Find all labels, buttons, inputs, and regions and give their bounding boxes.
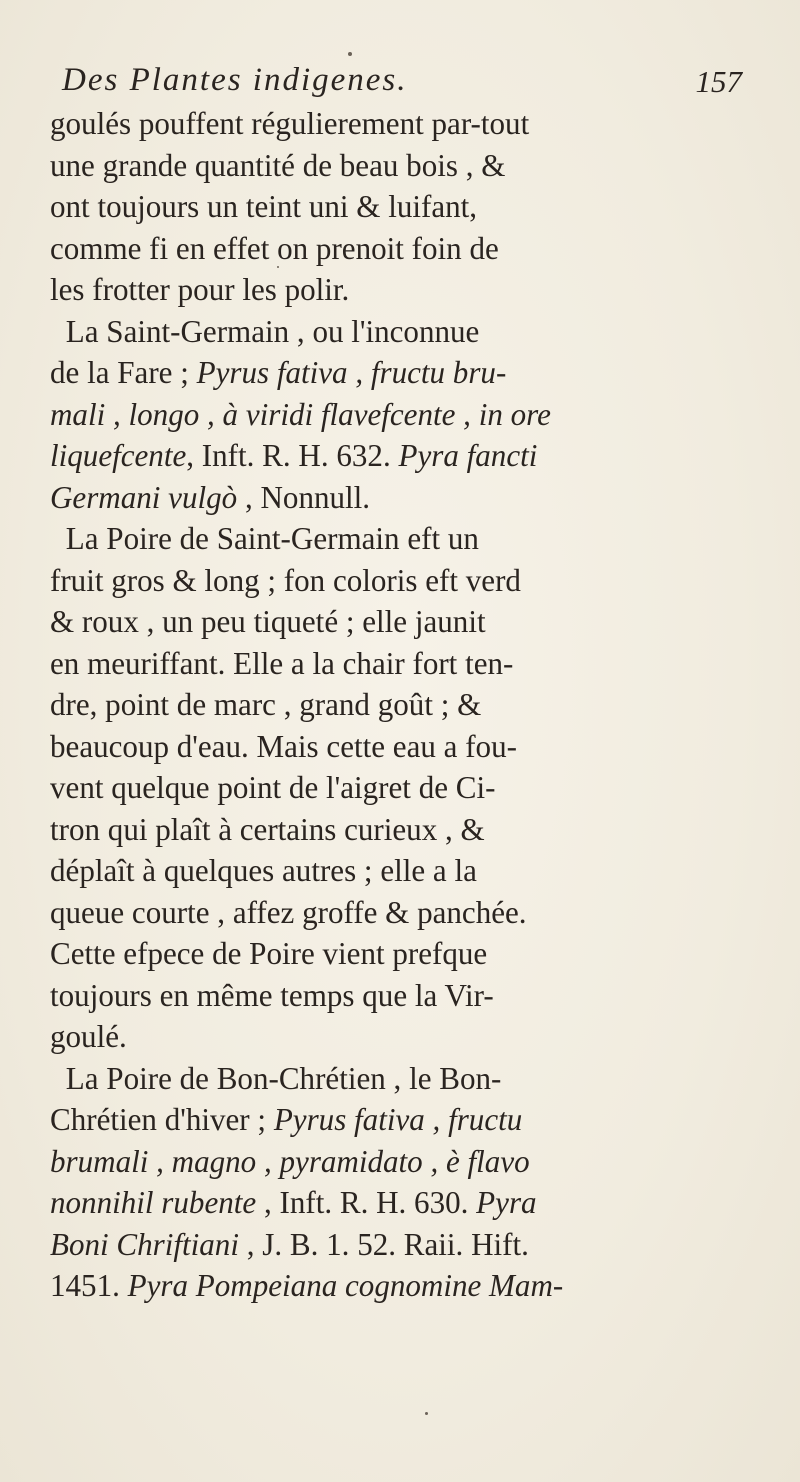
italic-text-segment: Pyra Pompeiana cognomine Mam-: [127, 1268, 564, 1303]
text-segment: les frotter pour les polir.: [50, 272, 350, 307]
text-segment: & roux , un peu tiqueté ; elle jaunit: [50, 604, 486, 639]
text-segment: de la Fare ;: [50, 355, 197, 390]
page-header: [62, 62, 742, 102]
italic-text-segment: Pyrus fativa , fructu: [273, 1102, 523, 1137]
text-line: [50, 643, 740, 685]
italic-text-segment: liquefcente: [50, 438, 187, 473]
italic-text-segment: Pyra fancti: [398, 438, 538, 473]
text-line: [50, 352, 740, 394]
italic-text-segment: brumali , magno , pyramidato , è flavo: [50, 1143, 530, 1179]
text-line: [50, 560, 740, 602]
text-segment: , Inft. R. H. 630.: [256, 1185, 477, 1220]
text-segment: toujours en même temps que la Vir-: [50, 977, 494, 1013]
text-line: [50, 1016, 740, 1058]
text-line: [50, 1265, 740, 1307]
ink-speck: [425, 1412, 428, 1415]
text-segment: , Inft. R. H. 632.: [186, 438, 399, 473]
text-line: [50, 145, 740, 187]
text-segment: déplaît à quelques autres ; elle a la: [50, 853, 477, 888]
text-segment: dre, point de marc , grand goût ; &: [50, 687, 482, 722]
italic-text-segment: Pyra: [476, 1185, 537, 1220]
text-segment: en meuriffant. Elle a la chair fort ten-: [50, 645, 514, 681]
text-segment: beaucoup d'eau. Mais cette eau a fou-: [50, 728, 517, 764]
text-segment: Cette efpece de Poire vient prefque: [50, 936, 488, 971]
text-segment: queue courte , affez groffe & panchée.: [50, 894, 527, 930]
text-line: [50, 1099, 740, 1141]
italic-text-segment: Pyrus fativa , fructu bru-: [196, 355, 507, 390]
text-segment: goulé.: [50, 1019, 127, 1054]
text-segment: 1451.: [50, 1268, 128, 1303]
text-segment: , J. B. 1. 52. Raii. Hift.: [238, 1226, 529, 1262]
text-line: [50, 601, 740, 643]
ink-speck: [348, 52, 352, 56]
text-line: [50, 892, 740, 934]
text-line: [50, 435, 740, 477]
text-line: [50, 726, 740, 768]
text-line: [50, 684, 740, 726]
text-line: [50, 103, 740, 145]
text-line: [50, 1182, 740, 1224]
text-segment: goulés pouffent régulierement par-tout: [50, 106, 530, 141]
running-title: Des Plantes indigenes.: [62, 62, 408, 98]
text-segment: tron qui plaît à certains curieux , &: [50, 811, 485, 847]
text-line: [50, 269, 740, 311]
text-line: [50, 477, 740, 519]
text-line: [50, 394, 740, 436]
text-segment: Chrétien d'hiver ;: [50, 1102, 274, 1137]
text-line: [50, 518, 740, 560]
text-segment: vent quelque point de l'aigret de Ci-: [50, 770, 496, 805]
body-text: [50, 103, 750, 1307]
text-segment: La Saint-Germain , ou l'inconnue: [65, 313, 480, 349]
text-line: [50, 809, 740, 851]
text-segment: comme fi en effet on prenoit foin de: [50, 230, 499, 266]
text-line: [50, 850, 740, 892]
text-line: [50, 186, 740, 228]
text-segment: fruit gros & long ; fon coloris eft verd: [50, 562, 521, 598]
ink-speck: [277, 266, 279, 268]
text-segment: une grande quantité de beau bois , &: [50, 147, 514, 183]
text-line: [50, 1141, 740, 1183]
text-line: [50, 767, 740, 809]
text-line: [50, 933, 740, 975]
text-segment: La Poire de Saint-Germain eft un: [65, 521, 479, 556]
text-segment: ont toujours un teint uni & luifant,: [50, 189, 478, 224]
text-segment: La Poire de Bon-Chrétien , le Bon-: [65, 1060, 502, 1096]
text-line: [50, 975, 740, 1017]
italic-text-segment: mali , longo , à viridi flavefcente , in ore: [50, 396, 551, 432]
text-line: [50, 1058, 740, 1100]
italic-text-segment: Germani vulgò: [50, 479, 238, 515]
page-number: 157: [695, 64, 742, 99]
text-line: [50, 228, 740, 270]
italic-text-segment: Boni Chriftiani: [50, 1226, 239, 1262]
text-line: [50, 311, 740, 353]
italic-text-segment: nonnihil rubente: [50, 1185, 257, 1220]
text-segment: , Nonnull.: [237, 479, 371, 515]
text-line: [50, 1224, 740, 1266]
